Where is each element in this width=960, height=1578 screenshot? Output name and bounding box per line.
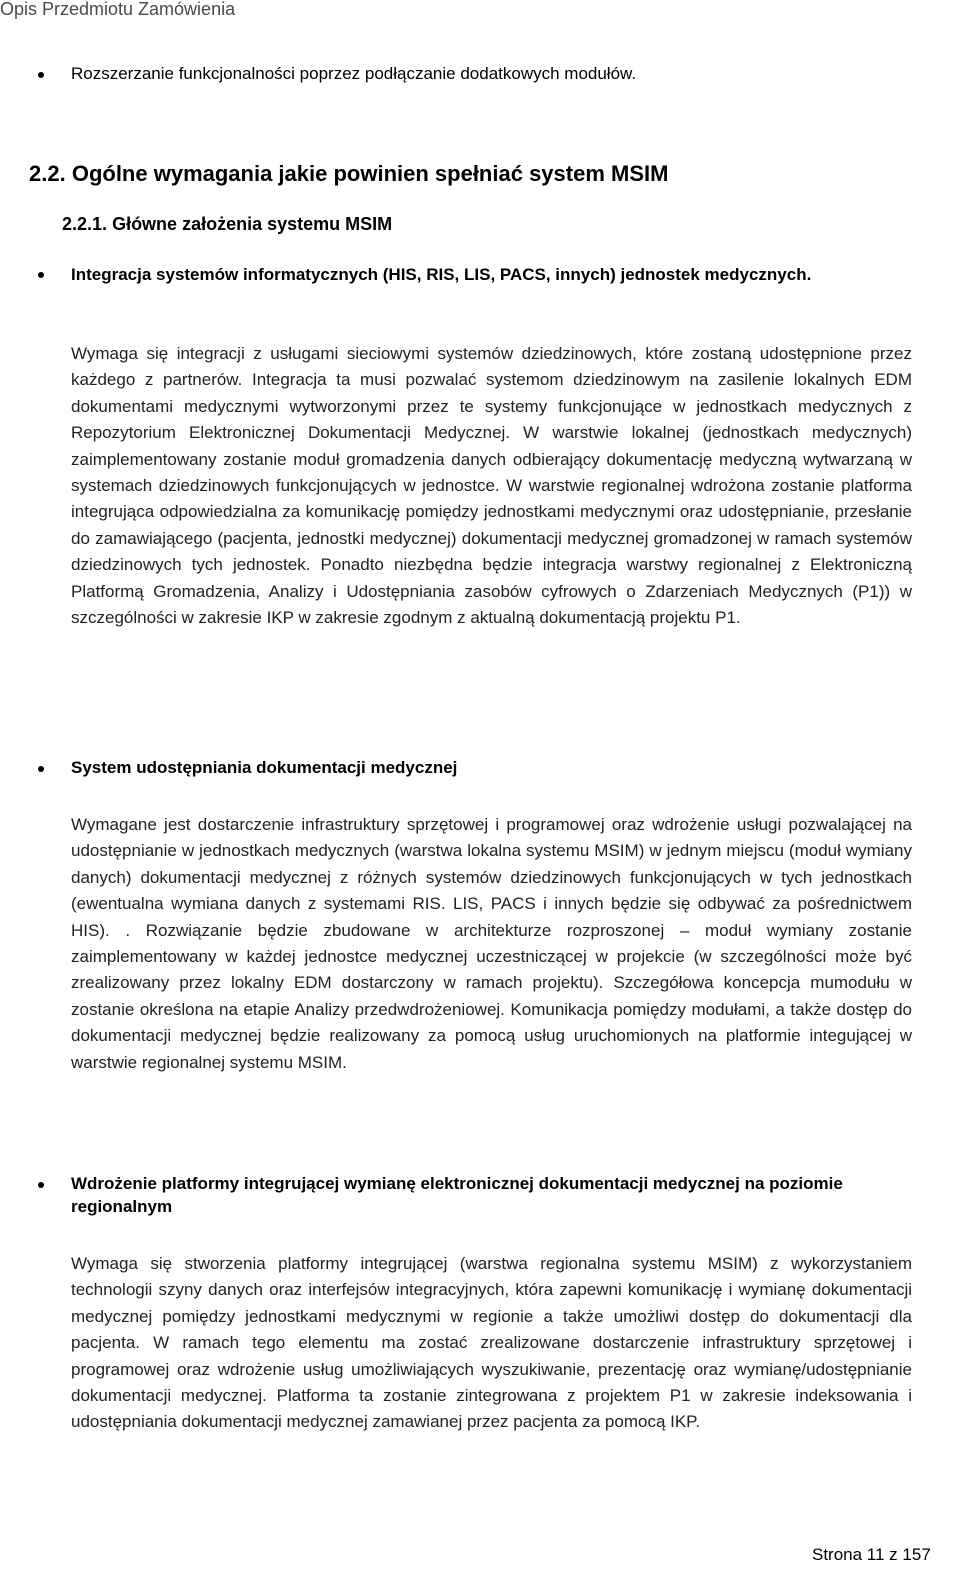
subsection-heading — [62, 213, 392, 235]
bullet-icon — [38, 766, 44, 772]
bullet-icon — [38, 272, 44, 278]
page-number: Strona 11 z 157 — [812, 1545, 931, 1564]
subsection-number: 2.2.1. — [62, 214, 108, 234]
subsection-title: Główne założenia systemu MSIM — [112, 214, 393, 234]
section-heading — [29, 161, 668, 187]
bullet-icon — [38, 72, 44, 78]
section-number: 2.2. — [29, 161, 66, 186]
item-heading: Integracja systemów informatycznych (HIS, RIS, LIS, PACS, innych) jednostek medycznych. — [71, 265, 812, 284]
item-heading: System udostępniania dokumentacji medycznej — [71, 758, 458, 777]
page-header-title: Opis Przedmiotu Zamówienia — [0, 0, 236, 19]
item-body: Wymaga się stworzenia platformy integrującej (warstwa regionalna systemu MSIM) z wykorzystaniem technologii szyny danych oraz interfejsów integracyjnych, która zapewni komunikację i wymianę dokumentacji medycznej pomiędzy jednostkami medycznymi w regionie a także umożliwi dostęp do dokumentacji dla pacjenta. W ramach tego elementu ma zostać zrealizowane dostarczenie infrastruktury sprzętowej i programowej oraz wdrożenie usług umożliwiających wyszukiwanie, prezentację oraz wymianę/udostępnianie dokumentacji medycznej. Platforma ta zostanie zintegrowana z projektem P1 w zakresie indeksowania i udostępniania dokumentacji medycznej zamawianej przez pacjenta za pomocą IKP. — [71, 1254, 912, 1432]
item-body: Wymagane jest dostarczenie infrastruktury sprzętowej i programowej oraz wdrożenie usługi pozwalającej na udostępnianie w jednostkach medycznych (warstwa lokalna systemu MSIM) w jednym miejscu (moduł wymiany danych) dokumentacji medycznej z różnych systemów dziedzinowych funkcjonujących w tych jednostkach (ewentualna wymiana danych z systemami RIS. LIS, PACS i innych będzie się odbywać za pośrednictwem HIS). . Rozwiązanie będzie zbudowane w architekturze rozproszonej – moduł wymiany zostanie zaimplementowany w każdej jednostce medycznej uczestniczącej w projekcie (w szczególności może być zrealizowany przez lokalny EDM dostarczony w ramach projektu). Szczegółowa koncepcja mumodułu w zostanie określona na etapie Analizy przedwdrożeniowej. Komunikacja pomiędzy modułami, a także dostęp do dokumentacji medycznej będzie realizowany za pomocą usług uruchomionych na platformie integującej w warstwie regionalnej systemu MSIM. — [71, 815, 912, 1072]
bullet-icon — [38, 1182, 44, 1188]
item-heading: Wdrożenie platformy integrującej wymianę elektronicznej dokumentacji medycznej na poziomie regionalnym — [71, 1174, 843, 1216]
section-title: Ogólne wymagania jakie powinien spełniać system MSIM — [71, 161, 669, 186]
item-body: Wymaga się integracji z usługami sieciowymi systemów dziedzinowych, które zostaną udostępnione przez każdego z partnerów. Integracja ta musi pozwalać systemom dziedzinowym na zasilenie lokalnych EDM dokumentami medycznymi wytworzonymi przez te systemy funkcjonujące w jednostkach medycznych z Repozytorium Elektronicznej Dokumentacji Medycznej. W warstwie lokalnej (jednostkach medycznych) zaimplementowany zostanie moduł gromadzenia danych odbierający dokumentację medyczną wytwarzaną w systemach dziedzinowych funkcjonujących w jednostce. W warstwie regionalnej wdrożona zostanie platforma integrująca odpowiedzialna za komunikację pomiędzy jednostkami medycznymi oraz udostępnianie, przesłanie do zamawiającego (pacjenta, jednostki medycznej) dokumentacji medycznej gromadzonej w ramach systemów dziedzinowych tych jednostek. Ponadto niezbędna będzie integracja warstwy regionalnej z Elektroniczną Platformą Gromadzenia, Analizy i Udostępniania zasobów cyfrowych o Zdarzeniach Medycznych (P1)) w szczególności w zakresie IKP w zakresie zgodnym z aktualną dokumentacją projektu P1. — [71, 344, 912, 628]
list-item-text: Rozszerzanie funkcjonalności poprzez podłączanie dodatkowych modułów. — [71, 64, 637, 83]
